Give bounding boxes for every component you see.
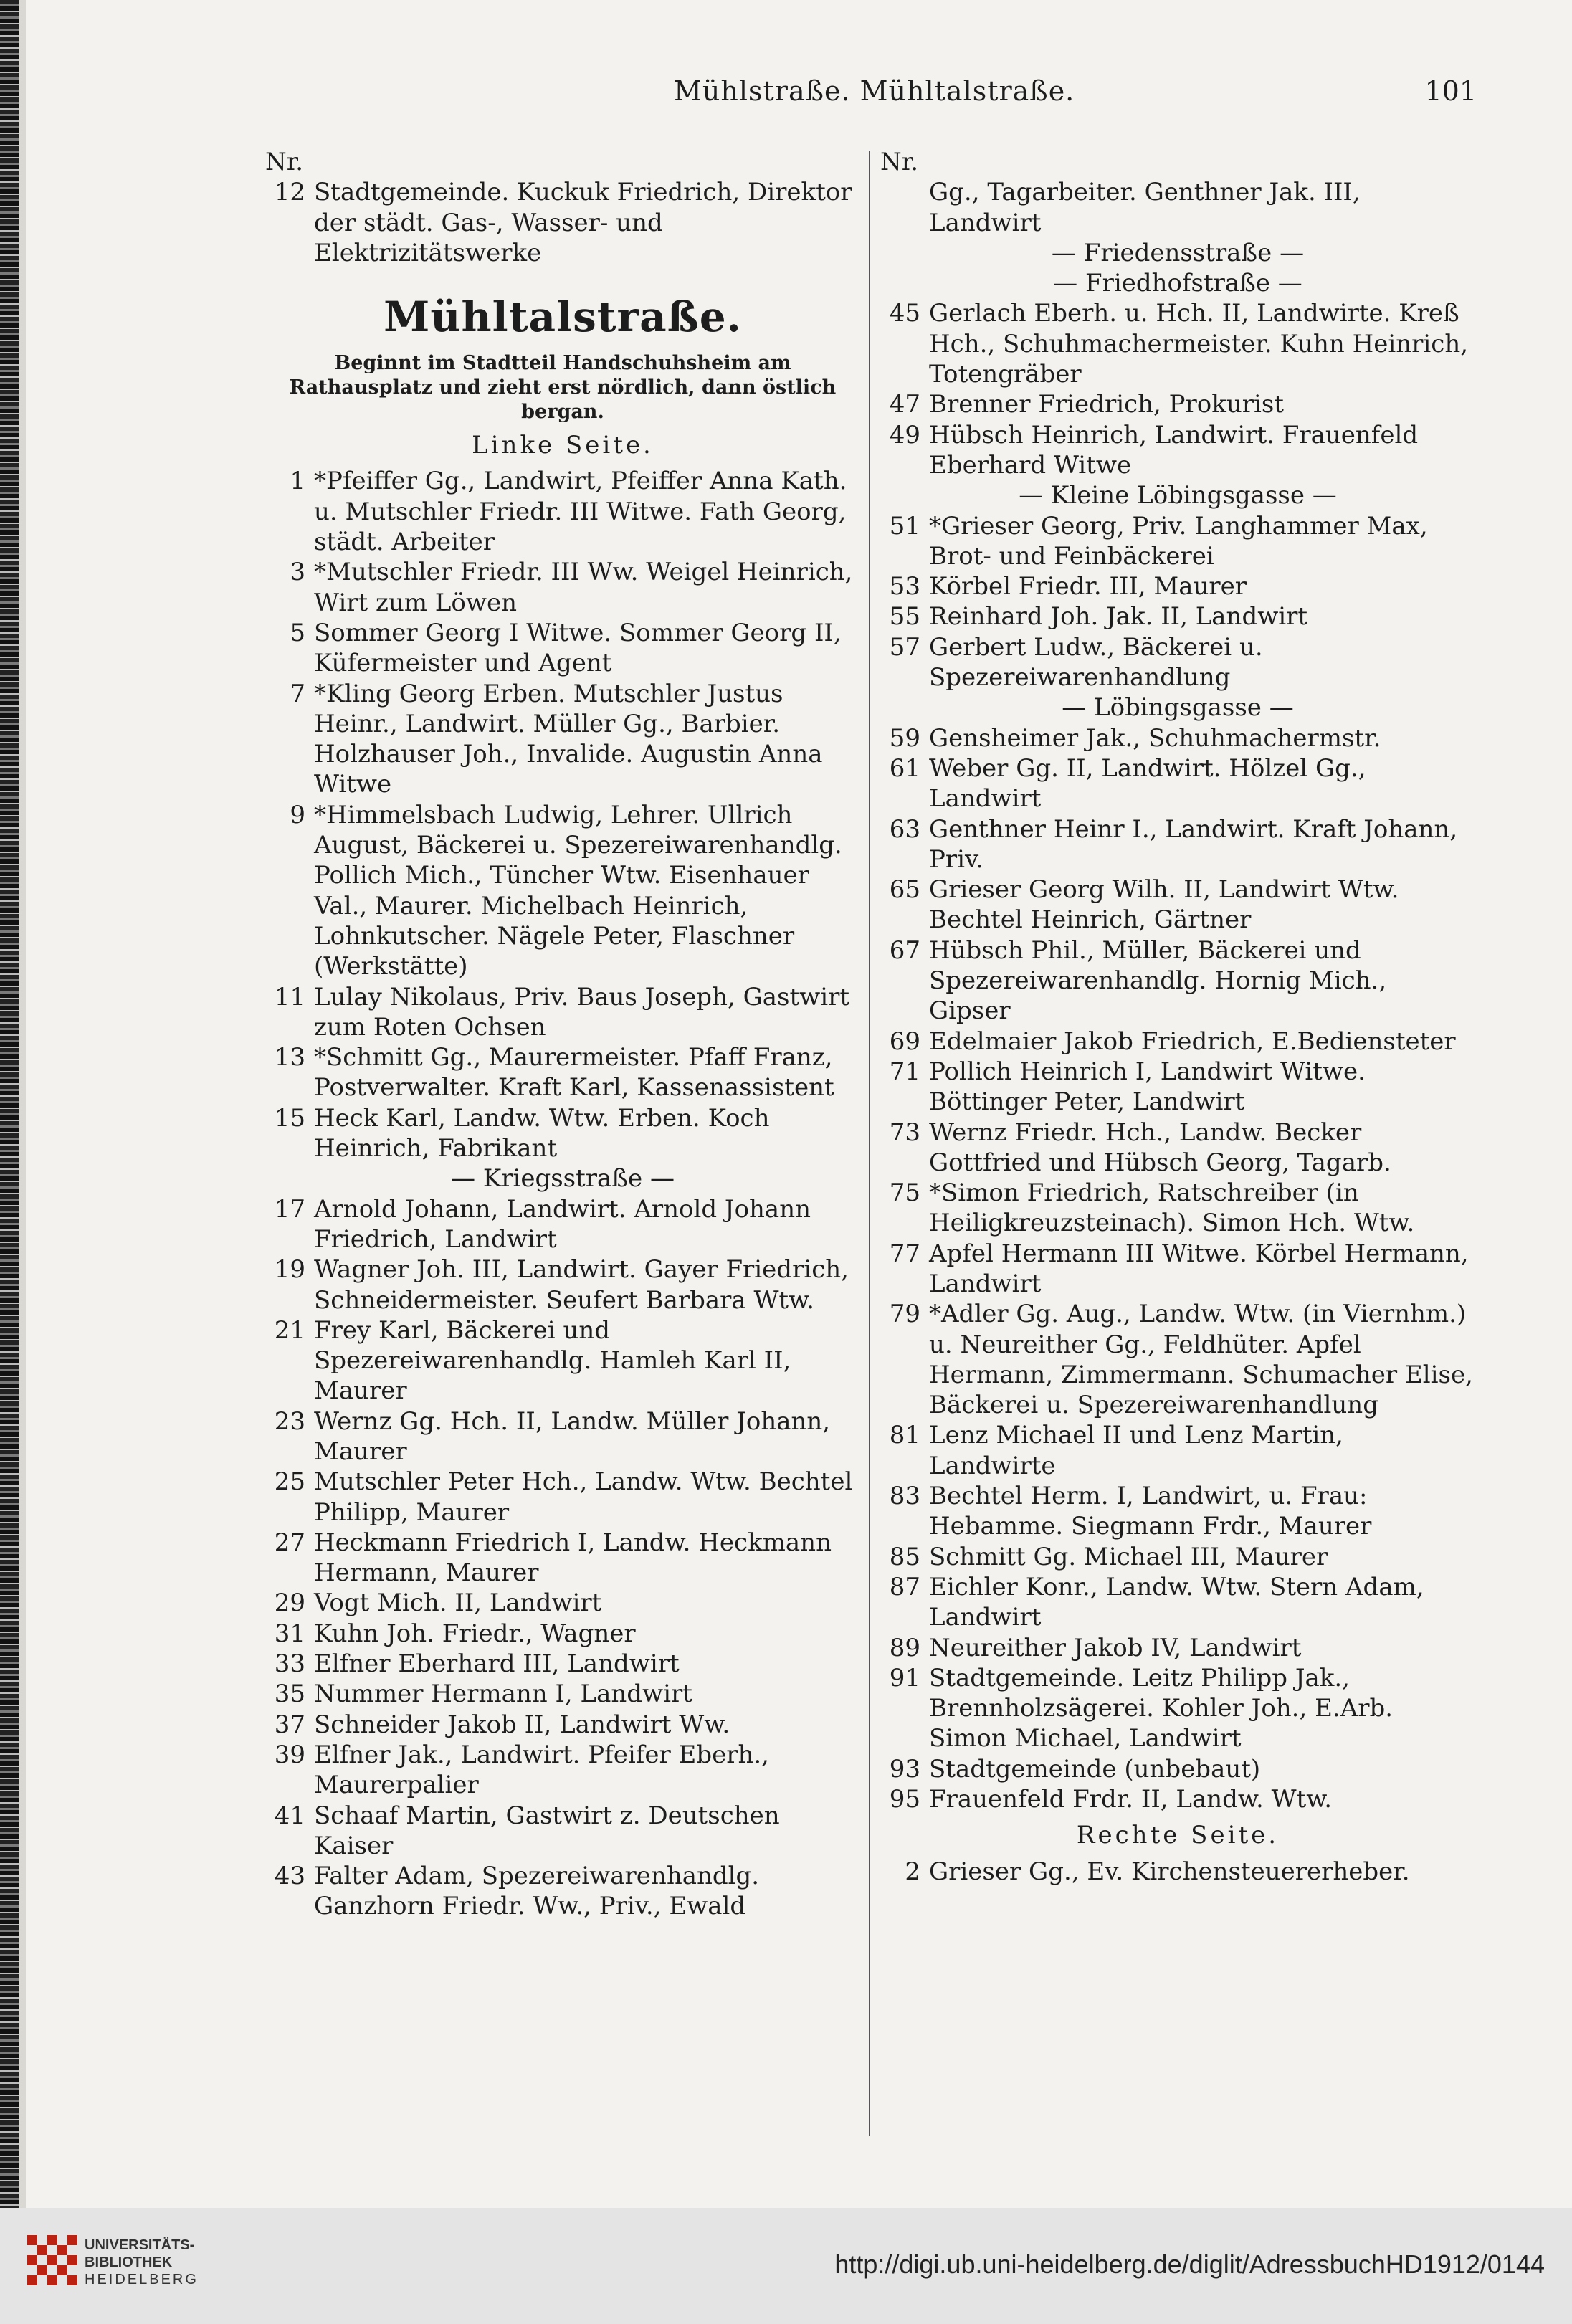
house-number: 3 <box>290 558 305 587</box>
cross-street-label: — Löbingsgasse — <box>1062 693 1294 723</box>
residents-text: *Adler Gg. Aug., Landw. Wtw. (in Viernhm.) u. Neureither Gg., Feldhüter. Apfel Hermann, Zimmermann. Schumacher Elise, Bäckerei u. Spezereiwarenhandlung <box>929 1300 1473 1420</box>
residents-text: Elfner Jak., Landwirt. Pfeifer Eberh., Maurerpalier <box>314 1740 769 1800</box>
residents-text: Gg., Tagarbeiter. Genthner Jak. III, Landwirt <box>929 178 1361 237</box>
house-number: 7 <box>290 679 305 708</box>
address-entry <box>880 753 1475 814</box>
side-heading-right: Rechte Seite. <box>1076 1821 1280 1850</box>
address-entry <box>265 1406 860 1467</box>
residents-text: Stadtgemeinde. Kuckuk Friedrich, Direktor der städt. Gas-, Wasser- und Elektrizitätswerke <box>314 178 852 267</box>
house-number: 49 <box>889 420 920 449</box>
library-name <box>85 2237 199 2288</box>
residents-text: *Himmelsbach Ludwig, Lehrer. Ullrich August, Bäckerei u. Spezereiwarenhandlg. Pollich Mich., Tüncher Wtw. Eisenhauer Val., Maurer. Michelbach Heinrich, Lohnkutscher. Nägele Peter, Flaschner (Werkstätte) <box>314 800 842 981</box>
house-number: 5 <box>290 618 305 647</box>
house-number: 43 <box>274 1862 305 1891</box>
residents-text: Bechtel Herm. I, Landwirt, u. Frau: Hebamme. Siegmann Frdr., Maurer <box>929 1482 1372 1541</box>
house-number: 69 <box>889 1027 920 1056</box>
residents-text: Brenner Friedrich, Prokurist <box>929 390 1284 419</box>
source-url-link[interactable]: http://digi.ub.uni-heidelberg.de/diglit/AdressbuchHD1912/0144 <box>834 2249 1545 2279</box>
house-number: 61 <box>889 753 920 783</box>
residents-text: *Pfeiffer Gg., Landwirt, Pfeiffer Anna Kath. u. Mutschler Friedr. III Witwe. Fath Georg, städt. Arbeiter <box>314 467 847 557</box>
house-number: 31 <box>274 1619 305 1648</box>
address-entry <box>880 632 1475 693</box>
residents-text: Körbel Friedr. III, Maurer <box>929 572 1247 601</box>
address-entry <box>880 1784 1475 1814</box>
house-number: 39 <box>274 1740 305 1769</box>
address-entry <box>265 1103 860 1164</box>
house-number: 59 <box>889 723 920 753</box>
left-entries <box>265 466 860 1921</box>
residents-text: Gerbert Ludw., Bäckerei u. Spezereiwarenhandlung <box>929 632 1263 692</box>
residents-text: Pollich Heinrich I, Landwirt Witwe. Böttinger Peter, Landwirt <box>929 1057 1366 1117</box>
address-entry <box>265 1254 860 1315</box>
residents-text: Schaaf Martin, Gastwirt z. Deutschen Kaiser <box>314 1801 780 1860</box>
address-entry <box>880 571 1475 601</box>
house-number: 2 <box>905 1857 920 1886</box>
running-header <box>272 68 1477 118</box>
street-description: Beginnt im Stadtteil Handschuhsheim am Rathausplatz und zieht erst nördlich, dann östlich bergan. <box>289 352 837 424</box>
address-entry <box>880 1663 1475 1754</box>
residents-text: Grieser Gg., Ev. Kirchensteuererheber. <box>929 1857 1410 1886</box>
residents-text: Elfner Eberhard III, Landwirt <box>314 1649 680 1679</box>
house-number: 25 <box>274 1467 305 1497</box>
house-number: 9 <box>290 800 305 829</box>
address-entry <box>880 1572 1475 1633</box>
address-entry <box>880 723 1475 753</box>
residents-text: Lulay Nikolaus, Priv. Baus Joseph, Gastwirt zum Roten Ochsen <box>314 982 850 1042</box>
address-entry <box>265 800 860 982</box>
residents-text: Eichler Konr., Landw. Wtw. Stern Adam, Landwirt <box>929 1572 1424 1632</box>
left-top-entries <box>265 177 860 268</box>
residents-text: Lenz Michael II und Lenz Martin, Landwirte <box>929 1421 1343 1480</box>
house-number: 12 <box>274 178 305 207</box>
address-entry <box>265 1679 860 1709</box>
address-entry <box>265 1588 860 1618</box>
left-column <box>265 147 860 1922</box>
house-number: 91 <box>889 1663 920 1692</box>
residents-text: Wernz Friedr. Hch., Landw. Becker Gottfried und Hübsch Georg, Tagarb. <box>929 1118 1391 1177</box>
cross-street-label: — Kriegsstraße — <box>451 1164 675 1194</box>
house-number: 79 <box>889 1300 920 1329</box>
address-entry <box>265 1528 860 1589</box>
house-number: 47 <box>889 390 920 419</box>
house-number: 15 <box>274 1103 305 1133</box>
address-entry <box>880 1118 1475 1178</box>
address-entry <box>265 1619 860 1649</box>
right-entries <box>880 177 1475 1814</box>
residents-text: Weber Gg. II, Landwirt. Hölzel Gg., Landwirt <box>929 753 1366 814</box>
residents-text: Hübsch Phil., Müller, Bäckerei und Spezereiwarenhandlg. Hornig Mich., Gipser <box>929 935 1387 1026</box>
address-entry <box>880 1027 1475 1057</box>
house-number: 29 <box>274 1589 305 1618</box>
residents-text: *Grieser Georg, Priv. Langhammer Max, Brot- und Feinbäckerei <box>929 511 1428 571</box>
cross-street-label: — Kleine Löbingsgasse — <box>1019 481 1337 510</box>
house-number: 55 <box>889 602 920 632</box>
house-number: 85 <box>889 1542 920 1571</box>
address-entry <box>880 389 1475 419</box>
house-number: 1 <box>290 467 305 496</box>
address-entry <box>880 601 1475 632</box>
library-name-line1: UNIVERSITÄTS- <box>85 2237 195 2253</box>
house-number: 33 <box>274 1649 305 1679</box>
house-number: 63 <box>889 814 920 844</box>
scan-edge <box>0 0 19 2208</box>
library-name-line2: BIBLIOTHEK <box>85 2254 173 2270</box>
library-name-line3: HEIDELBERG <box>85 2272 199 2287</box>
residents-text: Mutschler Peter Hch., Landw. Wtw. Bechtel Philipp, Maurer <box>314 1467 853 1527</box>
address-entry <box>880 814 1475 875</box>
residents-text: Wagner Joh. III, Landwirt. Gayer Friedrich, Schneidermeister. Seufert Barbara Wtw. <box>314 1255 849 1315</box>
residents-text: Falter Adam, Spezereiwarenhandlg. Ganzhorn Friedr. Ww., Priv., Ewald <box>314 1862 760 1921</box>
cross-street-label: — Friedensstraße — <box>1051 238 1305 267</box>
house-number: 23 <box>274 1406 305 1436</box>
residents-text: Gensheimer Jak., Schuhmachermstr. <box>929 723 1381 753</box>
scan-edge-shadow <box>19 0 26 2208</box>
address-entry <box>880 875 1475 935</box>
residents-text: Frey Karl, Bäckerei und Spezereiwarenhandlg. Hamleh Karl II, Maurer <box>314 1315 791 1406</box>
address-entry <box>265 1861 860 1922</box>
address-entry <box>880 1754 1475 1784</box>
address-entry <box>880 420 1475 481</box>
address-entry <box>265 679 860 800</box>
nr-label: Nr. <box>880 148 919 176</box>
house-number: 21 <box>274 1315 305 1345</box>
address-entry <box>880 511 1475 572</box>
residents-text: Frauenfeld Frdr. II, Landw. Wtw. <box>929 1785 1333 1814</box>
residents-text: Nummer Hermann I, Landwirt <box>314 1680 692 1709</box>
house-number: 57 <box>889 632 920 662</box>
residents-text: Arnold Johann, Landwirt. Arnold Johann Friedrich, Landwirt <box>314 1194 811 1254</box>
residents-text: Grieser Georg Wilh. II, Landwirt Wtw. Bechtel Heinrich, Gärtner <box>929 875 1399 935</box>
residents-text: *Kling Georg Erben. Mutschler Justus Heinr., Landwirt. Müller Gg., Barbier. Holzhauser Joh., Invalide. Augustin Anna Witwe <box>314 679 823 799</box>
house-number: 75 <box>889 1178 920 1208</box>
page-number: 101 <box>1424 75 1477 107</box>
residents-text: Vogt Mich. II, Landwirt <box>314 1589 602 1618</box>
address-entry <box>880 1481 1475 1542</box>
residents-text: Gerlach Eberh. u. Hch. II, Landwirte. Kreß Hch., Schuhmachermeister. Kuhn Heinrich, Totengräber <box>929 299 1469 389</box>
address-entry <box>880 1633 1475 1663</box>
address-entry <box>265 1194 860 1255</box>
house-number: 37 <box>274 1710 305 1739</box>
house-number: 65 <box>889 875 920 905</box>
address-entry <box>265 1649 860 1679</box>
residents-text: Stadtgemeinde (unbebaut) <box>929 1754 1261 1784</box>
house-number: 35 <box>274 1680 305 1709</box>
house-number: 87 <box>889 1572 920 1601</box>
house-number: 51 <box>889 511 920 540</box>
residents-text: Heck Karl, Landw. Wtw. Erben. Koch Heinrich, Fabrikant <box>314 1103 770 1163</box>
address-entry <box>265 1710 860 1740</box>
nr-label: Nr. <box>265 148 304 176</box>
footer-bar <box>0 2208 1572 2324</box>
house-number: 81 <box>889 1421 920 1450</box>
address-entry <box>880 935 1475 1027</box>
side-heading-left: Linke Seite. <box>472 431 654 460</box>
house-number: 71 <box>889 1057 920 1086</box>
house-number: 17 <box>274 1194 305 1224</box>
address-entry <box>880 1299 1475 1420</box>
running-title: Mühlstraße. Mühltalstraße. <box>674 75 1075 107</box>
address-entry <box>265 557 860 618</box>
residents-text: Genthner Heinr I., Landwirt. Kraft Johann, Priv. <box>929 814 1458 874</box>
house-number: 89 <box>889 1633 920 1662</box>
right-column <box>880 147 1475 1887</box>
house-number: 19 <box>274 1255 305 1285</box>
column-divider <box>869 151 870 2136</box>
address-entry <box>265 982 860 1043</box>
street-heading: Mühltalstraße. <box>384 292 742 342</box>
house-number: 95 <box>889 1785 920 1814</box>
residents-text: Hübsch Heinrich, Landwirt. Frauenfeld Eberhard Witwe <box>929 420 1419 480</box>
house-number: 41 <box>274 1801 305 1830</box>
house-number: 77 <box>889 1239 920 1268</box>
house-number: 11 <box>274 982 305 1011</box>
address-entry <box>880 298 1475 389</box>
address-entry <box>265 1801 860 1862</box>
residents-text: Apfel Hermann III Witwe. Körbel Hermann, Landwirt <box>929 1239 1469 1298</box>
address-entry <box>265 1042 860 1103</box>
cross-street-label: — Friedhofstraße — <box>1053 269 1302 298</box>
library-logo-icon <box>27 2235 77 2298</box>
address-entry <box>880 1057 1475 1118</box>
residents-text: Neureither Jakob IV, Landwirt <box>929 1633 1302 1662</box>
residents-text: Wernz Gg. Hch. II, Landw. Müller Johann, Maurer <box>314 1406 831 1466</box>
house-number: 67 <box>889 935 920 965</box>
address-entry <box>265 1315 860 1406</box>
address-entry <box>265 1740 860 1801</box>
residents-text: Kuhn Joh. Friedr., Wagner <box>314 1619 636 1648</box>
address-entry <box>880 1420 1475 1481</box>
address-entry <box>880 1178 1475 1239</box>
residents-text: *Mutschler Friedr. III Ww. Weigel Heinrich, Wirt zum Löwen <box>314 558 853 617</box>
address-entry <box>880 1542 1475 1572</box>
residents-text: Edelmaier Jakob Friedrich, E.Bediensteter <box>929 1027 1456 1056</box>
address-entry <box>265 177 860 268</box>
residents-text: Schmitt Gg. Michael III, Maurer <box>929 1542 1328 1571</box>
residents-text: Sommer Georg I Witwe. Sommer Georg II, Küfermeister und Agent <box>314 618 842 678</box>
address-entry <box>880 177 1475 238</box>
house-number: 13 <box>274 1043 305 1072</box>
residents-text: Stadtgemeinde. Leitz Philipp Jak., Brennholzsägerei. Kohler Joh., E.Arb. Simon Michael, Landwirt <box>929 1663 1394 1753</box>
house-number: 73 <box>889 1118 920 1147</box>
address-entry <box>265 466 860 557</box>
right-bottom-entries <box>880 1857 1475 1887</box>
house-number: 53 <box>889 572 920 601</box>
residents-text: Schneider Jakob II, Landwirt Ww. <box>314 1710 730 1739</box>
house-number: 45 <box>889 299 920 328</box>
house-number: 83 <box>889 1482 920 1511</box>
residents-text: Reinhard Joh. Jak. II, Landwirt <box>929 602 1308 632</box>
address-entry <box>265 618 860 679</box>
residents-text: Heckmann Friedrich I, Landw. Heckmann Hermann, Maurer <box>314 1528 832 1588</box>
house-number: 93 <box>889 1754 920 1784</box>
residents-text: *Schmitt Gg., Maurermeister. Pfaff Franz, Postverwalter. Kraft Karl, Kassenassistent <box>314 1043 834 1103</box>
house-number: 27 <box>274 1528 305 1557</box>
address-entry <box>880 1857 1475 1887</box>
address-entry <box>880 1239 1475 1300</box>
residents-text: *Simon Friedrich, Ratschreiber (in Heiligkreuzsteinach). Simon Hch. Wtw. <box>929 1178 1415 1238</box>
address-entry <box>265 1467 860 1528</box>
